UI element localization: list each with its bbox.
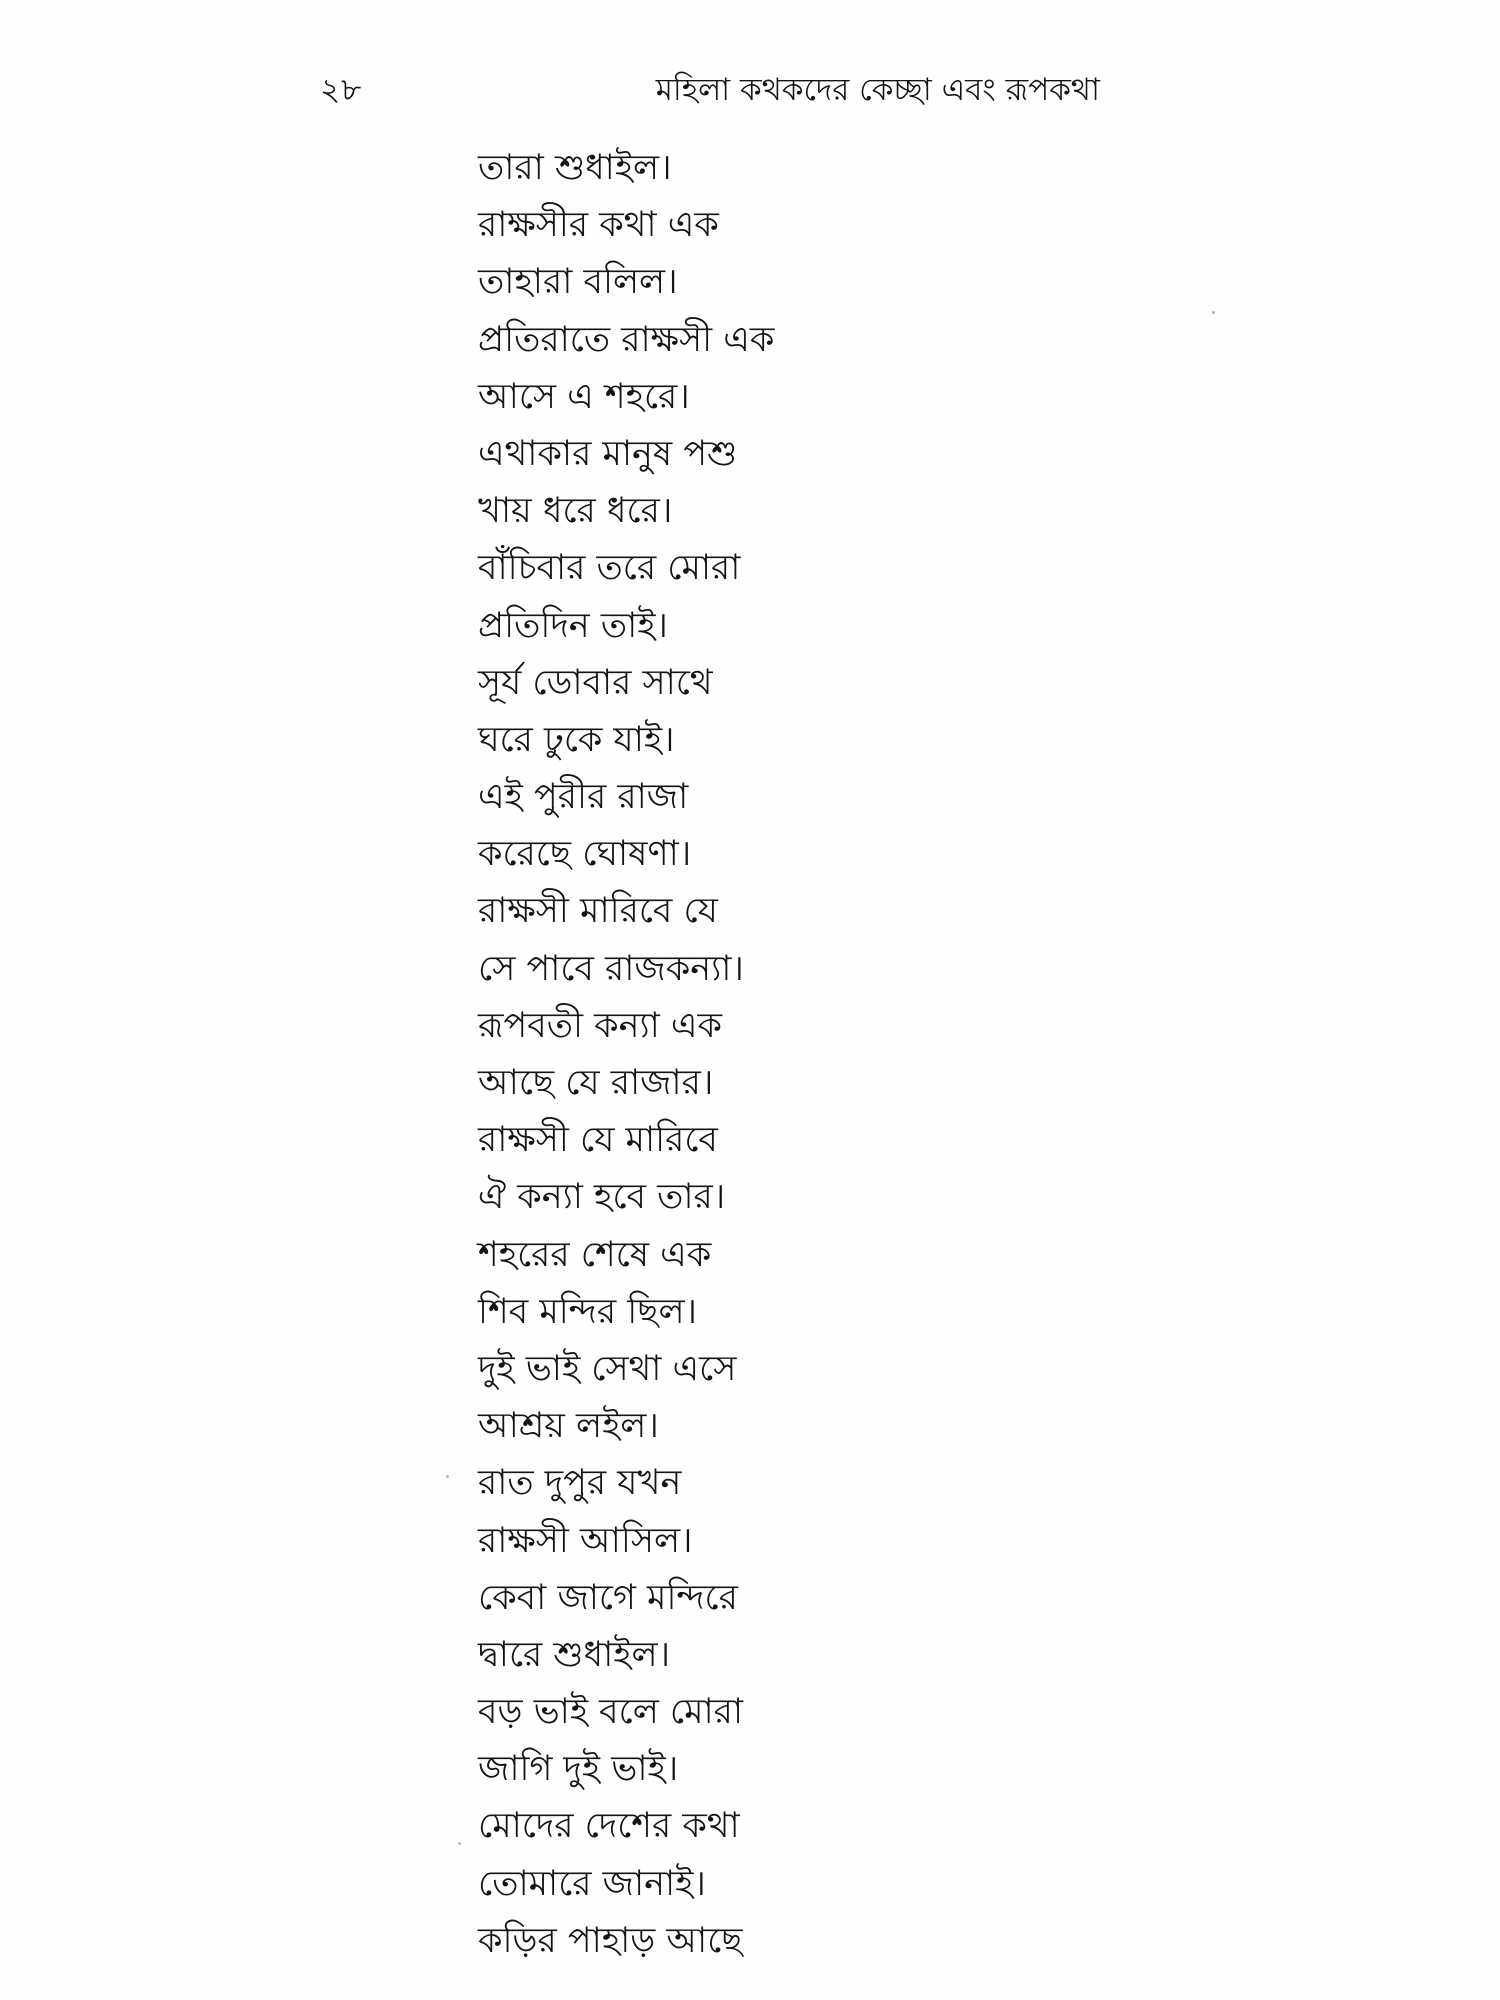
verse-line: এই পুরীর রাজা [478,777,689,818]
verse-line: রাক্ষসীর কথা এক [478,205,719,246]
verse-line: আসে এ শহরে। [478,376,690,417]
verse-line: আছে যে রাজার। [478,1063,714,1103]
verse-line: আশ্রয় লইল। [478,1406,659,1447]
verse-line: শিব মন্দির ছিল। [478,1291,698,1332]
verse-line: তারা শুধাইল। [478,148,672,188]
verse-line: সূর্য ডোবার সাথে [478,662,713,703]
verse-line: সে পাবে রাজকন্যা। [478,948,744,989]
verse-line: দুই ভাই সেথা এসে [478,1348,737,1389]
verse-line: বড় ভাই বলে মোরা [478,1692,744,1733]
verse-line: মোদের দেশের কথা [478,1806,740,1847]
verse-line: রাক্ষসী যে মারিবে [478,1120,718,1161]
verse-line: তোমারে জানাই। [478,1863,706,1904]
running-header [320,62,1100,112]
verse-line: খায় ধরে ধরে। [478,491,673,532]
verse-line: তাহারা বলিল। [478,262,678,303]
verse-body [478,140,1178,1970]
verse-line: বাঁচিবার তরে মোরা [478,548,741,589]
verse-line: ঘরে ঢুকে যাই। [478,719,675,760]
verse-line: প্রতিরাতে রাক্ষসী এক [478,319,775,360]
verse-line: রাক্ষসী আসিল। [478,1520,693,1561]
verse-line: শহরের শেষে এক [478,1234,712,1275]
verse-line: দ্বারে শুধাইল। [478,1634,671,1675]
verse-line: ঐ কন্যা হবে তার। [478,1177,726,1218]
verse-line: জাগি দুই ভাই। [478,1749,679,1790]
verse-line: কড়ির পাহাড় আছে [478,1920,743,1961]
verse-line: এথাকার মানুষ পশু [478,433,738,474]
page-number: ২৮ [320,72,363,108]
book-title: মহিলা কথকদের কেচ্ছা এবং রূপকথা [655,72,1100,108]
verse-line: রাত দুপুর যখন [478,1463,682,1504]
verse-line: কেবা জাগে মন্দিরে [478,1577,738,1618]
verse-line: প্রতিদিন তাই। [478,605,668,646]
verse-line: করেছে ঘোষণা। [478,834,692,875]
scan-speck [458,1842,461,1845]
scan-speck [446,1475,449,1478]
scan-speck [1212,311,1215,314]
verse-line: রাক্ষসী মারিবে যে [478,891,718,932]
verse-line: রূপবতী কন্যা এক [478,1005,723,1046]
